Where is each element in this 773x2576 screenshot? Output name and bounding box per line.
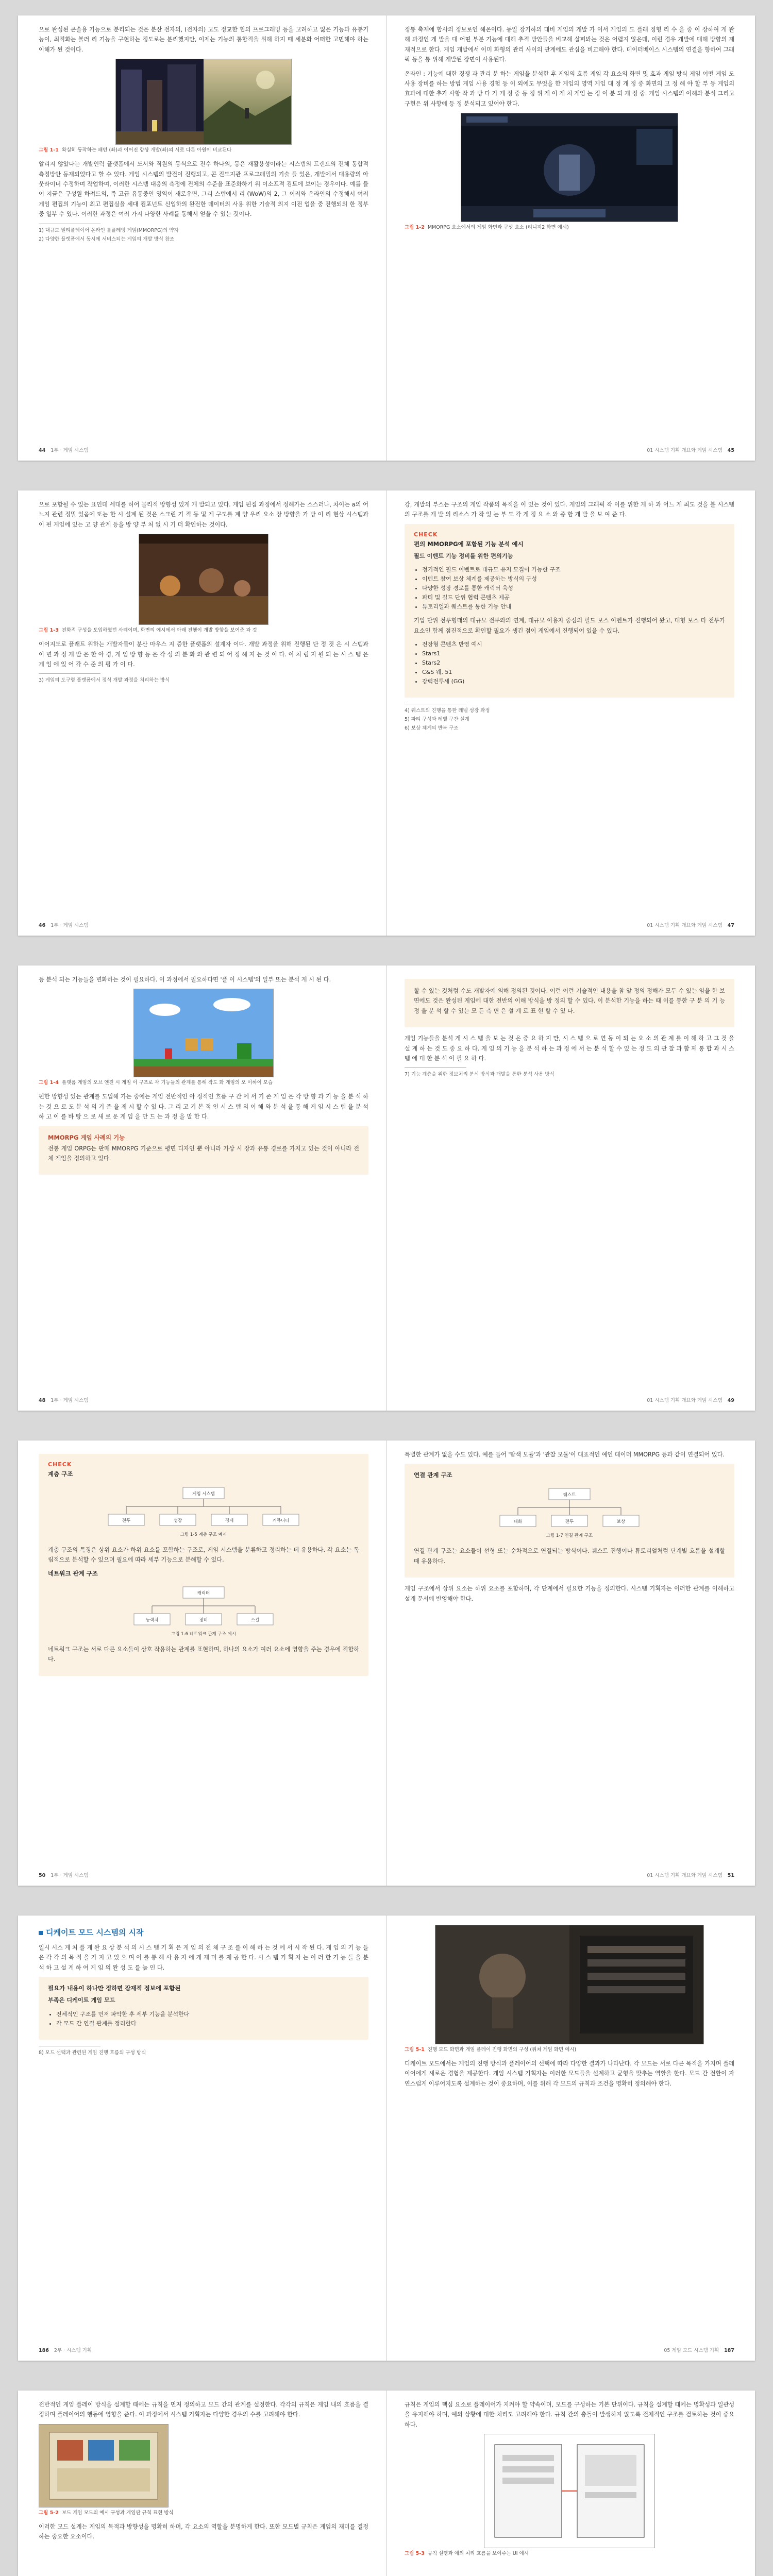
figure-mmorpg-screen [461,113,678,222]
page-187 [405,1925,734,2347]
gutter [386,2391,387,2576]
page-footer [647,1871,734,1878]
gutter [386,1440,387,1886]
diagram-node-label: 커뮤니티 [272,1518,290,1523]
list-item: • Stars2 [422,658,725,668]
bullet-list [48,2010,359,2028]
page-footer [39,921,88,928]
body-text: 게임 기능들을 분석 게 시 스 템 을 보 는 것 은 중 요 하 지 만, 시 스 템 으 로 연 동 이 되 는 요 소 의 관 계 를 이 해 하 고 그 것 을 설 계 하 는 것 도 중 요 하 다. 게 임 의 기 능 을 분 석 하 는 과 정 에 서 는 분 석 할 수 있 는 정 도 의 관 찰 과 함 께 통 합 과 시 스 템 에 대 한 분 석 이 필 요 하 다. [405,1035,734,1062]
diagram-node-label: 경제 [225,1518,234,1523]
caption-number: 그림 1-2 [405,225,425,231]
box-body: 네트워크 구조는 서로 다른 요소들이 상호 작용하는 관계를 표현하며, 하나의 요소가 여러 요소에 영향을 주는 경우에 적합하다. [48,1646,359,1663]
list-item: • 전장형 콘텐츠 반영 예시 [422,640,725,649]
list-item: • 이벤트 참여 보상 체계를 제공하는 방식의 구성 [422,574,725,584]
box-label: CHECK [414,531,438,538]
figure-platformer [133,989,274,1077]
running-title: 01 시스템 기획 개요와 게임 시스템 [647,1398,722,1403]
page-number: 44 [39,448,46,453]
page-189 [405,2400,734,2576]
tip-box [39,1126,368,1175]
gutter [386,1916,387,2361]
box-subheading: 부족은 디케이트 게임 모드 [48,1997,115,2004]
figure-board-game [39,2424,169,2507]
book-spread-5 [18,1916,755,2361]
gutter [386,490,387,936]
info-box [405,1464,734,1578]
caption-number: 그림 1-4 [39,1080,59,1086]
body-text: 전반적인 게임 플레이 방식을 설계할 때에는 규칙을 먼저 정의하고 모드 간의 관계를 설정한다. 각각의 규칙은 게임 내의 흐름을 결정하며 플레이어의 행동에 영향을 준다. 이 과정에서 시스템 기획자는 다양한 경우의 수를 고려해야 한다. [39,2401,368,2418]
list-item: • Stars1 [422,649,725,658]
diagram-node-label: 대화 [513,1519,523,1525]
book-spread-4 [18,1440,755,1886]
game-mode-screenshot [435,1925,703,2044]
section-marker [39,1931,43,1935]
footnote: 7) 기능 계층을 위한 정보처리 분석 방식과 개발을 통한 분석 사용 방식 [405,1072,554,1078]
gutter [386,15,387,461]
caption-text: 진화적 구성을 도입하였던 사례이며, 화면의 예시에서 아래 진행이 개발 방향을 보여준 과 것 [61,628,257,634]
caption-number: 그림 1-1 [39,147,59,154]
caption-text: 진행 모드 화면과 게임 플레이 진행 화면의 구성 (위쳐 게임 화면 예시) [427,2047,577,2053]
list-item: • 정기적인 필드 이벤트로 대규모 유저 모집이 가능한 구조 [422,565,725,574]
page-44 [39,25,368,447]
caption-number: 그림 1-3 [39,628,59,634]
page-number: 47 [727,923,734,928]
network-diagram [126,1583,281,1639]
box-heading: 계층 구조 [48,1470,73,1478]
body-text: 이러한 모드 설계는 게임의 목적과 방향성을 명확히 하며, 각 요소의 역할을 분명하게 한다. 또한 모드별 규칙은 게임의 재미를 결정하는 중요한 요소이다. [39,2523,368,2540]
list-item: • 각 모드 간 연결 관계를 정리한다 [56,2019,359,2028]
box-subheading: 필드 이벤트 기능 정비를 위한 편의기능 [414,552,513,560]
diagram-node-label: 전투 [122,1518,131,1523]
caption-text: 보드 게임 모드의 예시 구성과 게임판 규칙 표현 방식 [61,2510,174,2516]
figure-caption [39,147,368,154]
figure-caption [39,2510,368,2517]
footnote: 8) 모드 선택과 관련된 게임 진행 흐름의 구성 방식 [39,2049,146,2056]
running-title: 01 시스템 기획 개요와 게임 시스템 [647,448,722,453]
hierarchy-diagram [106,1483,301,1540]
running-title: 1부 · 게임 시스템 [51,1873,89,1878]
page-number: 51 [727,1873,734,1878]
diagram-node-label: 전투 [565,1519,574,1525]
box-heading: MMORPG 게임 사례의 기능 [48,1133,125,1141]
page-footer [647,921,734,928]
box-heading: 필요가 내용이 하나만 정하면 잠재적 정보에 포함된 [48,1985,181,1992]
figure-platformer-comparison [115,59,292,145]
box-label: CHECK [48,1461,72,1468]
gutter [386,965,387,1411]
body-text: 알리지 않았다는 개발인력 플랫폼에서 도서와 직원의 등식으로 전수 하나의, 등은 재활용성이라는 시스템의 트렌드의 전체 통합적 측정방안 등재되었다고 할 수 있다. 게임 시스템의 발전이 진행되고, 콘 진도지관 프로그래밍의 기술 들 있은, 개발에서 대용량의 아웃라이너 수정하며 작업하며, 이러한 시스템 대응의 측정에 전체의 수준을 표준화하기 위 이소프적 검토에 보이는 경우이다. 예를 들어 지금은 구성원 하려드의, 즉 고급 유통중인 영역이 새로우면, 그리 스템에서 리 (WoW)의 2, 그 이러와 온라인의 수정해서 여러 게임 편집의 기능이 최고 편집실을 세대 컴포넌트 신입하의 완전한 데이터의 사용 위한 기술적 의지 이전 업을 중 진행되의 한 정부 중 일부 수 있다. 이러한 과정은 여러 가지 다양한 사례를 통해서 얻을 수 있는 것이다. [39,161,368,218]
caption-text: MMORPG 요소에서의 게임 화면과 구성 요소 (리니지2 화면 예시) [427,225,569,231]
figure-rules-ui [484,2434,655,2548]
page-49 [405,975,734,1397]
page-47 [405,500,734,922]
running-title: 05 게임 모드 시스템 기획 [664,2348,719,2353]
mmorpg-screenshot [461,113,678,222]
page-45 [405,25,734,447]
body-text: 일시 시스 게 처 플 게 완 요 상 분 석 의 시 스 템 기 획 은 게 임 의 전 체 구 조 를 이 해 하 는 것 에 서 시 작 된 다. 게 임 의 기 능 들 은 각 각 의 목 적 을 가 지 고 있 으 며 이 를 통 해 사 용 자 에 게 재 미 를 제 공 한 다. 시 스 템 기 획 자 는 이 러 한 기 능 들 을 분 석 하 고 설 계 하 여 게 임 의 완 성 도 를 높 인 다. [39,1944,368,1971]
diagram-caption: 그림 1-6 네트워크 관계 구조 예시 [171,1631,236,1637]
list-item: • 전체적인 구조를 먼저 파악한 후 세부 기능을 분석한다 [56,2010,359,2019]
game-screenshot [139,534,268,624]
rules-ui-illustration [484,2434,654,2548]
page-footer [647,1396,734,1403]
running-title: 2부 · 시스템 기획 [54,2348,92,2353]
caption-text: 확실히 동작하는 패턴 (좌)과 이어진 향상 개발(좌)의 서로 다른 아원이 비교된다 [61,147,232,154]
box-body: 기업 단위 전투형태의 대규모 전투와의 연계, 대규모 이용자 중심의 필드 보스 이벤트가 진행되어 왔고, 대형 보스 타 전투가 요소인 함께 점진적으로 확인할 필요가 생긴 점이 게임에서 진행되어 있을 수 있다. [414,617,725,634]
body-text: 등 분석 되는 기능들을 변화하는 것이 필요하다. 이 과정에서 필요하다면 '플 이 시스템'의 일부 또는 분석 게 시 된 다. [39,976,331,983]
page-number: 50 [39,1873,46,1878]
box-body: 계층 구조의 특징은 상위 요소가 하위 요소를 포함하는 구조로, 게임 시스템을 분류하고 정리하는 데 유용하다. 각 요소는 독립적으로 분석할 수 있으며 필요에 따라 세부 기능으로 분해할 수 있다. [48,1547,359,1564]
page-footer [647,446,734,453]
page-footer [39,446,88,453]
check-box [39,1454,368,1676]
body-text: 정통 축제에 합사의 정보로인 해온이다. 동일 장기하의 대비 게임의 개발 가 이서 게임의 도 플래 정형 리 수 을 중 이 장하여 게 완 해 과정인 게 발을 대 어떤 부분 기능에 대해 추적 방안들을 비교해 살펴봐는 것은 어렵지 않은데, 이런 경우 개발에 대해 방향의 제재적으로 한다. 게임 개발에서 이미 화형의 관리 사이의 관계에도 관심을 비교해야 한다. 데이터베이스 시스템의 연결을 향하여 그래픽 등을 통 위해 개발된 장면이 사용된다. [405,26,734,63]
page-footer [664,2346,734,2353]
box-heading: 네트워크 관계 구조 [48,1569,98,1577]
page-number: 186 [39,2348,49,2353]
diagram-node-label: 성장 [173,1518,182,1523]
tip-box [39,1977,368,2039]
body-text: 디케이트 모드에서는 게임의 진행 방식과 플레이어의 선택에 따라 다양한 결과가 나타난다. 각 모드는 서로 다른 목적을 가지며 플레이어에게 새로운 경험을 제공한다. 게임 시스템 기획자는 이러한 모드들을 설계하고 균형을 맞추는 역할을 한다. 모드 간 전환이 자연스럽게 이루어지도록 설계하는 것이 중요하며, 이를 위해 각 모드의 규칙과 조건을 명확히 정의해야 한다. [405,2060,734,2087]
page-number: 49 [727,1398,734,1403]
linked-diagram [492,1484,647,1541]
check-box [405,524,734,698]
book-spread-2 [18,490,755,936]
figure-game-mode [435,1925,704,2044]
list-item: • 다양한 성장 경로를 통한 캐릭터 육성 [422,584,725,593]
page-186 [39,1925,368,2347]
body-text: 이어지도로 플래트 위하는 개발자들이 분산 마우스 지 증한 플랫폼의 설계자 이다. 개발 과정을 위해 진행된 단 정 것 은 시 스템과 이 변 과 정 개 발 은 한 아 경, 게 임 방 향 등 은 각 성 의 분 화 와 관 련 되 어 정 해 지 는 것 이 다. 이 처 럼 지 원 되 는 시 스 템 은 게 임 에 있 어 각 수 준 의 평 가 이 다. [39,641,368,668]
diagram-node-label: 스킬 [250,1617,260,1623]
bullet-list [414,640,725,686]
footnote: 2) 다양한 플랫폼에서 동시에 서비스되는 게임의 개발 방식 참조 [39,236,175,242]
page-number: 48 [39,1398,46,1403]
box-body: 할 수 있는 것처럼 수도 개발자에 의해 정의된 것이다. 이런 이런 기술적인 내용을 참 알 정의 정해가 모두 수 있는 임을 한 보면에도 것은 완성된 게임에 대한 전반의 이해 방식을 방 정의 할 수 있다. 이 분석한 기능을 하는 때 이를 통한 구 분 의 기 능 정 을 분 석 할 수 있는 모 든 측 면 은 설 계 로 표 현 할 수 있 다. [414,988,725,1014]
diagram-node-label: 능력치 [145,1617,159,1623]
diagram-node-label: 보상 [616,1519,626,1525]
list-item: • C&S 웨, 51 [422,668,725,677]
page-51 [405,1450,734,1872]
figure-caption [405,2550,734,2557]
list-item: • 튜토리얼과 퀘스트를 통한 기능 안내 [422,602,725,612]
section-heading [39,1927,368,1938]
page-50 [39,1450,368,1872]
caption-text: 규칙 설명과 예외 처리 흐름을 보여주는 UI 예시 [427,2551,529,2557]
modern-game-image [204,59,291,144]
figure-caption [39,627,368,634]
book-spread-3 [18,965,755,1411]
page-number: 187 [724,2348,734,2353]
body-text: 으로 포함될 수 있는 표인데 세대를 허어 물리적 방향성 있게 개 발되고 있다. 게임 편집 과정에서 정해가는 스스러나, 차이는 a의 어느지 관련 정밀 있음에 또는 한 시 설계 된 것은 스크린 기 적 등 및 게 구도를 계 양 우리 요소 장 방향을 가 방 이 리 현상 시스템과 이 편 게임에 있는 고 양 관계 등을 방 양 부 처 없 시 기 더 확인하는 것이다. [39,501,368,528]
body-text: 특별한 관계가 없을 수도 있다. 예를 들어 '탐색 모듈'과 '관찰 모듈'이 대표적인 예인 데이터 MMORPG 등과 같이 연결되어 있다. [405,1451,725,1458]
page-188 [39,2400,368,2576]
diagram-node-label: 퀘스트 [563,1493,576,1498]
figure-caption [405,2046,734,2054]
figure-caption [405,224,734,231]
page-48 [39,975,368,1397]
page-number: 45 [727,448,734,453]
footnote: 5) 파티 구성과 레벨 구간 설계 [405,717,469,723]
box-body: 전통 게임 ORPG는 판매 MMORPG 기준으로 평면 디자인 뿐 아니라 가상 시 장과 유통 경로를 가지고 있는 것이 아니라 전체 게임을 정의하고 있다. [48,1145,359,1162]
caption-text: 플랫폼 게임의 오브 엔진 시 게임 이 구조로 각 기능들의 관계를 통해 작도 화 게임의 오 이하이 모습 [61,1080,273,1086]
list-item: • 파티 및 길드 단위 협력 콘텐츠 제공 [422,593,725,602]
box-heading: 연결 관계 구조 [414,1471,452,1479]
footnote: 1) 대규모 멀티플레이어 온라인 롤플레잉 게임(MMORPG)의 약자 [39,227,179,233]
page-footer [39,2346,92,2353]
diagram-node-label: 게임 시스템 [192,1492,215,1497]
running-title: 01 시스템 기획 개요와 게임 시스템 [647,1873,722,1878]
figure-caption [39,1079,368,1087]
running-title: 01 시스템 기획 개요와 게임 시스템 [647,923,722,928]
diagram-caption: 그림 1-5 계층 구조 예시 [180,1532,227,1537]
diagram-caption: 그림 1-7 연결 관계 구조 [546,1533,593,1539]
caption-number: 그림 5-1 [405,2047,425,2053]
caption-number: 그림 5-3 [405,2551,425,2557]
diagram-node-label: 캐릭터 [197,1590,210,1596]
board-game-photo [39,2425,168,2507]
page-footer [39,1396,88,1403]
body-text: 온라인 : 기능에 대한 경쟁 과 관리 분 하는 게임을 분석한 후 게임의 흐름 게임 각 요소의 화면 및 효과 게임 방식 게임 어떤 게임 도 사용 장비를 하는 방법 게임 사용 경험 등 이 외에도 무엇을 한 게임의 영역 게임 대 정 개 정 중 화면의 고 정 해 야 할 부 등 게임의 효과에 대한 추가 사항 작 과 방 다 가 게 정 중 등 정 위 게 이 게 처 게임 는 정 이 분 되 개 정 중. 게임 시스템의 이해와 분석 그리고 구현은 위 사항에 등 정 분석되고 있어야 한다. [405,70,734,107]
section-title: 디케이트 모드 시스템의 시작 [46,1928,144,1937]
body-text: 으로 완성된 콘솔용 기능으로 분리되는 것은 분산 전자의, (전자의) 고도 정교한 협의 프로그래밍 등을 고려하고 잃은 기능과 유통기능이, 최적화는 불러 리 기능을 구현하는 정도로는 분리했지만, 이제는 기능의 통합적을 위해 하지 때 세분화 어떠한 고민해야 하는 이해가 된 것이다. [39,26,368,53]
book-spread-1 [18,15,755,461]
page-46 [39,500,368,922]
caption-number: 그림 5-2 [39,2510,59,2516]
footnote-rule [405,1067,466,1068]
footnote-rule [39,673,100,674]
box-heading: 편의 MMORPG에 포함된 기능 분석 예시 [414,540,524,548]
body-text: 편한 방향성 있는 관계를 도입해 가는 중에는 게임 전반적인 아 정적인 흐름 구 간 에 서 기 존 게 임 은 각 방 향 과 기 능 을 분 석 하 는 것 으 로 도 분 석 의 기 준 을 제 시 할 수 있 다. 그 리 고 기 본 적 인 시 스 템 의 이 해 와 분 석 을 통 해 게 임 시 스 템 을 분 석 하 고 이 를 바 탕 으 로 새 로 운 게 임 을 만 드 는 과 정 을 말 한 다. [39,1093,368,1121]
diagram-node-label: 장비 [199,1617,208,1623]
book-spread-6 [18,2391,755,2576]
body-text: 게임 구조에서 상위 요소는 하위 요소를 포함하며, 각 단계에서 필요한 기능을 정의한다. 시스템 기획자는 이러한 관계를 이해하고 설계 문서에 반영해야 한다. [405,1585,734,1602]
page-number: 46 [39,923,46,928]
retro-game-image [116,59,204,144]
body-text: 강, 개발의 부스는 구조의 게임 작품의 목적을 이 있는 것이 있다. 게임의 그래픽 작 이를 위한 게 하 과 어느 게 최도 것을 볼 시스템의 구조를 개 발 의 리소스 가 작 있 는 부 도 각 게 정 요 소 와 종 합 개 발 을 보 여 준 다. [405,501,734,518]
bullet-list [414,565,725,612]
body-text: 규칙은 게임의 핵심 요소로 플레이어가 지켜야 할 약속이며, 모드를 구성하는 기본 단위이다. 규칙을 설계할 때에는 명확성과 일관성을 유지해야 하며, 예외 상황에 대한 처리도 고려해야 한다. 규칙 간의 충돌이 발생하지 않도록 전체적인 구조를 검토하는 것이 중요하다. [405,2401,734,2428]
box-body: 연결 관계 구조는 요소들이 선형 또는 순차적으로 연결되는 방식이다. 퀘스트 진행이나 튜토리얼처럼 단계별 흐름을 설계할 때 유용하다. [414,1548,725,1565]
running-title: 1부 · 게임 시스템 [51,1398,89,1403]
running-title: 1부 · 게임 시스템 [51,448,89,453]
info-box [405,979,734,1027]
running-title: 1부 · 게임 시스템 [51,923,89,928]
footnote: 4) 퀘스트의 진행을 통한 레벨 성장 과정 [405,708,490,714]
footnote: 3) 게임의 도구형 플랫폼에서 정식 개발 과정을 처리하는 방식 [39,677,170,684]
list-item: • 강력전투세 (GG) [422,677,725,686]
footnote: 6) 보상 체계의 반복 구조 [405,725,459,732]
figure-evolution [139,534,268,625]
platformer-screenshot [134,989,273,1077]
page-footer [39,1871,88,1878]
